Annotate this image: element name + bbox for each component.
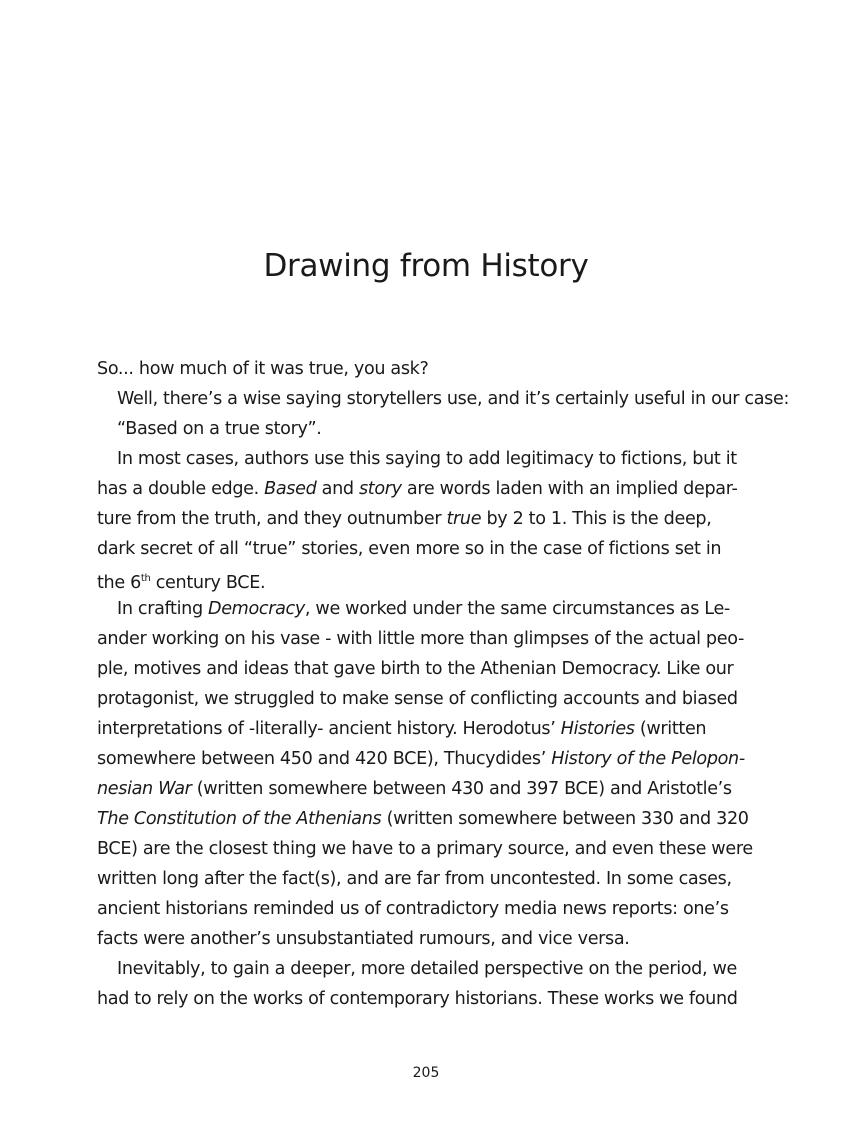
italic-text: Based — [264, 479, 317, 499]
text-run: the 6 — [97, 573, 141, 593]
text-run: In crafting — [117, 599, 209, 619]
text-line — [97, 474, 772, 504]
text-line — [97, 594, 772, 624]
text-line: dark secret of all “true” stories, even more so in the case of fictions set in — [97, 539, 722, 559]
page-number: 205 — [412, 1065, 440, 1081]
text-line: facts were another’s unsubstantiated rumours, and vice versa. — [97, 929, 630, 949]
italic-text: nesian War — [97, 779, 192, 799]
text-run: are words laden with an implied depar- — [401, 479, 738, 499]
text-line — [97, 714, 772, 744]
text-line: So... how much of it was true, you ask? — [97, 359, 429, 379]
text-run: (written — [634, 719, 707, 739]
italic-text: The Constitution of the Athenians — [97, 809, 382, 829]
text-line — [97, 504, 772, 534]
text-run: ture from the truth, and they outnumber — [97, 509, 447, 529]
text-line: In most cases, authors use this saying to add legitimacy to fictions, but it — [117, 449, 737, 469]
superscript-text: th — [140, 573, 151, 584]
text-line — [97, 804, 772, 834]
text-run: (written somewhere between 430 and 397 BCE) and Aristotle’s — [191, 779, 732, 799]
text-line: ancient historians reminded us of contradictory media news reports: one’s — [97, 899, 729, 919]
text-run: interpretations of -literally- ancient history. Herodotus’ — [97, 719, 561, 739]
italic-text: story — [358, 479, 402, 499]
italic-text: true — [446, 509, 482, 529]
text-line — [97, 744, 772, 774]
page-title: Drawing from History — [263, 248, 589, 284]
text-line: written long after the fact(s), and are far from uncontested. In some cases, — [97, 869, 732, 889]
text-line: “Based on a true story”. — [117, 419, 322, 439]
italic-text: History of the Pelopon- — [551, 749, 745, 769]
text-line — [97, 564, 772, 594]
text-line: protagonist, we struggled to make sense of conflicting accounts and biased — [97, 689, 738, 709]
text-run: and — [316, 479, 359, 499]
text-run: (written somewhere between 330 and 320 — [381, 809, 749, 829]
italic-text: Histories — [560, 719, 635, 739]
text-line: had to rely on the works of contemporary historians. These works we found — [97, 989, 738, 1009]
text-line: ple, motives and ideas that gave birth to the Athenian Democracy. Like our — [97, 659, 734, 679]
text-line — [97, 774, 772, 804]
text-run: somewhere between 450 and 420 BCE), Thucydides’ — [97, 749, 552, 769]
text-line: Well, there’s a wise saying storytellers use, and it’s certainly useful in our case: — [117, 389, 790, 409]
text-run: by 2 to 1. This is the deep, — [481, 509, 712, 529]
italic-text: Democracy — [208, 599, 305, 619]
text-run: , we worked under the same circumstances as Le- — [304, 599, 730, 619]
text-line: ander working on his vase - with little more than glimpses of the actual peo- — [97, 629, 744, 649]
text-line: Inevitably, to gain a deeper, more detailed perspective on the period, we — [117, 959, 737, 979]
text-run: has a double edge. — [97, 479, 265, 499]
body-text — [97, 354, 790, 1014]
text-run: century BCE. — [150, 573, 266, 593]
text-line: BCE) are the closest thing we have to a primary source, and even these were — [97, 839, 753, 859]
